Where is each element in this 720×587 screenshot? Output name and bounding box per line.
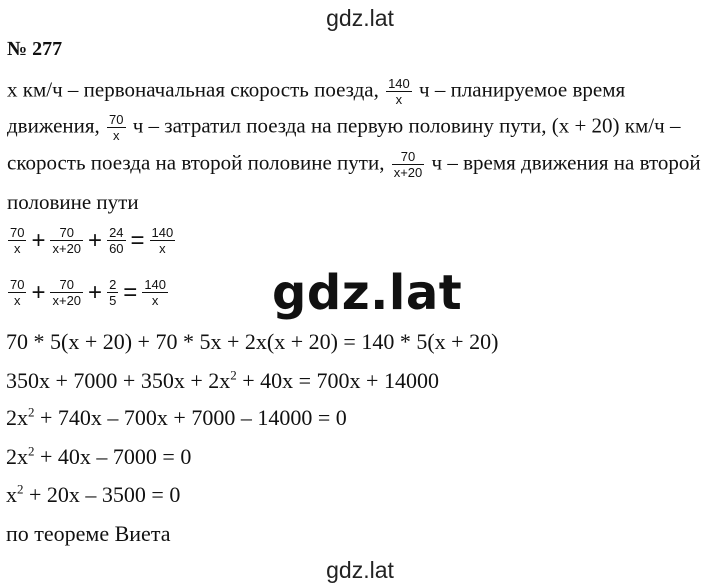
fraction [107,225,125,256]
plus-sign: + [88,226,103,254]
expr-part: + 40x = 700x + 14000 [236,368,439,393]
watermark-center: gdz.lat [272,265,463,321]
fraction [107,277,118,308]
equation-2 [6,277,170,308]
text-fragment: ч – затратил поезда на первую половину пути, (x + 20) км/ч – [127,113,681,138]
equation-7 [6,482,180,508]
numerator: 70 [50,277,83,293]
denominator: 5 [109,293,117,308]
denominator: 60 [109,241,124,256]
exponent: 2 [28,404,35,420]
denominator: x [13,293,21,308]
expr-part: x [6,482,17,507]
numerator: 70 [10,225,25,240]
equation-6 [6,444,191,470]
plus-sign: + [31,226,46,254]
text-fragment: ч – время движения на второй [426,150,701,175]
numerator: 140 [388,76,410,91]
exponent: 2 [230,367,237,383]
text-line-4: половине пути [7,190,139,214]
numerator: 140 [151,225,174,240]
expr-part: 2x [6,405,28,430]
numerator: 70 [392,149,425,165]
expr-part: + 740x – 700x + 7000 – 14000 = 0 [34,405,347,430]
text-line-3 [7,149,701,180]
equals-sign: = [130,226,145,254]
numerator: 24 [109,225,124,240]
denominator: x [395,92,403,107]
expr-part: 350x + 7000 + 350x + 2x [6,368,231,393]
denominator: x [113,128,120,143]
expr-part: + 20x – 3500 = 0 [23,482,181,507]
text-line-2 [7,112,680,143]
text-fragment: x км/ч – первоначальная скорость поезда, [7,77,385,102]
numerator: 140 [144,277,167,292]
fraction-70-over-x [107,112,125,143]
fraction-70-over-x-plus-20 [392,149,425,180]
denominator: x [13,241,21,256]
fraction [8,277,26,308]
denominator: x+20 [393,165,423,180]
text-line-1 [7,76,625,107]
conclusion-text: по теореме Виета [6,521,171,546]
denominator: x [151,293,159,308]
text-fragment: ч – планируемое время [413,77,626,102]
exponent: 2 [17,481,24,497]
fraction [8,225,26,256]
denominator: x+20 [52,293,82,308]
equation-3: 70 * 5(x + 20) + 70 * 5x + 2x(x + 20) = 140 * 5(x + 20) [6,329,499,354]
equation-1 [6,225,177,256]
watermark-top: gdz.lat [326,5,394,31]
expr-part: 2x [6,444,28,469]
equation-5 [6,405,347,431]
plus-sign: + [31,278,46,306]
numerator: 70 [10,277,25,292]
equals-sign: = [123,278,138,306]
exponent: 2 [28,443,35,459]
watermark-bottom: gdz.lat [326,557,394,583]
expr-part: + 40x – 7000 = 0 [34,444,192,469]
numerator: 70 [50,225,83,241]
numerator: 2 [109,277,117,292]
fraction-140-over-x [386,76,412,107]
equation-4 [6,368,439,394]
fraction [142,277,168,308]
text-fragment: движения, [7,113,106,138]
denominator: x [159,241,166,256]
fraction [50,277,83,308]
text-fragment: скорость поезда на второй половине пути, [7,150,390,175]
problem-number: № 277 [7,38,63,60]
fraction [50,225,83,256]
numerator: 70 [109,112,124,127]
fraction [150,225,176,256]
plus-sign: + [88,278,103,306]
denominator: x+20 [52,241,82,256]
